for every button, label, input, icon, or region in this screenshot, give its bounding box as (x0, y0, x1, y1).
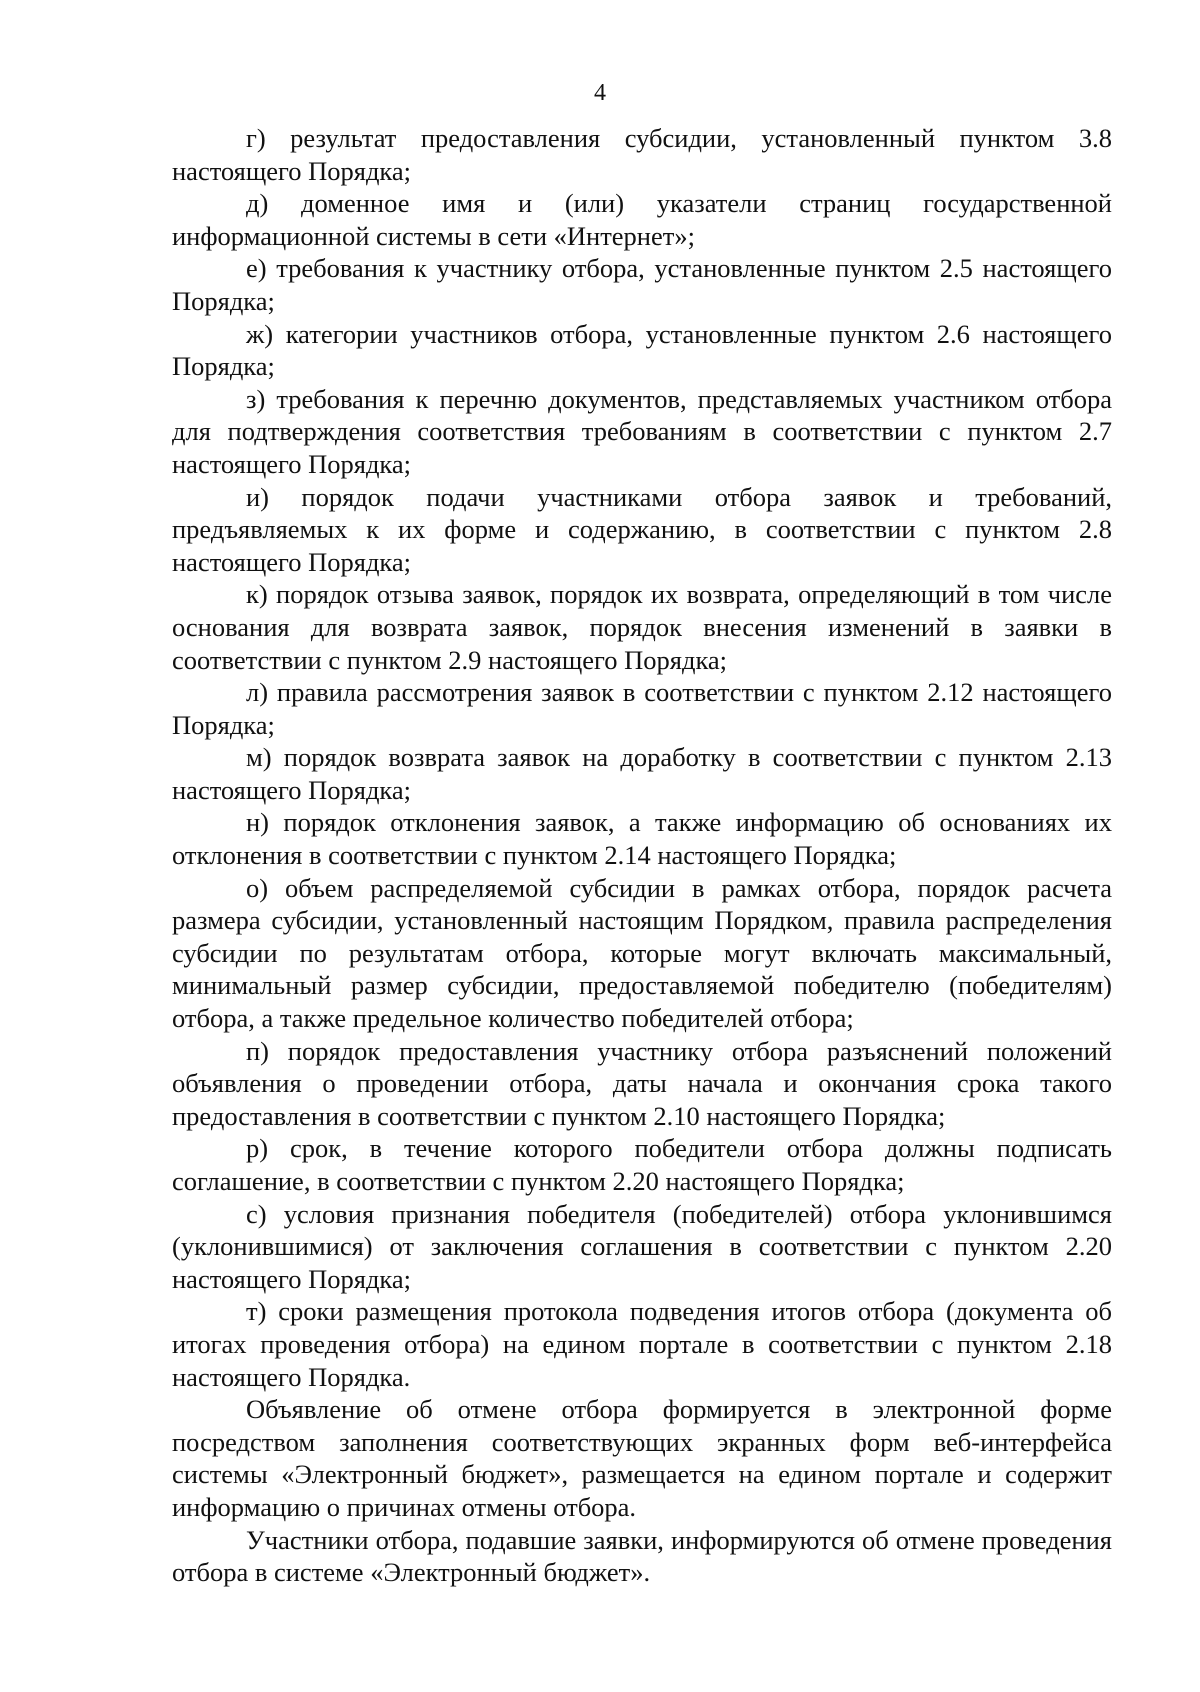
paragraph-p: п) порядок предоставления участнику отбора разъяснений положений объявления о проведении отбора, даты начала и окончания срока такого предоставления в соответствии с пунктом 2.10 настоящего Порядка; (172, 1035, 1112, 1131)
paragraph-m: м) порядок возврата заявок на доработку в соответствии с пунктом 2.13 настоящего Порядка; (172, 742, 1112, 805)
paragraph-participants-notification: Участники отбора, подавшие заявки, информируются об отмене проведения отбора в системе «Электронный бюджет». (172, 1524, 1112, 1588)
paragraph-t: т) сроки размещения протокола подведения итогов отбора (документа об итогах проведения отбора) на едином портале в соответствии с пунктом 2.18 настоящего Порядка. (172, 1296, 1112, 1392)
page-number: 4 (594, 80, 606, 106)
paragraph-o: о) объем распределяемой субсидии в рамках отбора, порядок расчета размера субсидии, установленный настоящим Порядком, правила распределения субсидии по результатам отбора, которые могут включать максимальный, минимальный размер субсидии, предоставляемой победителю (победителям) отбора, а также предельное количество победителей отбора; (172, 872, 1112, 1034)
paragraph-i: и) порядок подачи участниками отбора заявок и требований, предъявляемых к их форме и содержанию, в соответствии с пунктом 2.8 настоящего Порядка; (172, 481, 1112, 577)
paragraph-zh: ж) категории участников отбора, установленные пунктом 2.6 настоящего Порядка; (172, 318, 1112, 382)
paragraph-n: н) порядок отклонения заявок, а также информацию об основаниях их отклонения в соответствии с пунктом 2.14 настоящего Порядка; (172, 807, 1112, 871)
paragraph-s: с) условия признания победителя (победителей) отбора уклонившимся (уклонившимися) от заключения соглашения в соответствии с пунктом 2.20 настоящего Порядка; (172, 1198, 1112, 1294)
paragraph-l: л) правила рассмотрения заявок в соответствии с пунктом 2.12 настоящего Порядка; (172, 677, 1112, 740)
paragraph-r: р) срок, в течение которого победители отбора должны подписать соглашение, в соответствии с пунктом 2.20 настоящего Порядка; (172, 1133, 1112, 1196)
paragraph-k: к) порядок отзыва заявок, порядок их возврата, определяющий в том числе основания для возврата заявок, порядок внесения изменений в заявки в соответствии с пунктом 2.9 настоящего Порядка; (172, 579, 1112, 675)
paragraph-e: е) требования к участнику отбора, установленные пунктом 2.5 настоящего Порядка; (172, 253, 1112, 316)
paragraph-d: д) доменное имя и (или) указатели страниц государственной информационной системы в сети «Интернет»; (172, 188, 1112, 251)
document-body (172, 122, 1112, 1589)
paragraph-g: г) результат предоставления субсидии, установленный пунктом 3.8 настоящего Порядка; (172, 123, 1112, 186)
paragraph-cancellation-announcement: Объявление об отмене отбора формируется в электронной форме посредством заполнения соответствующих экранных форм веб-интерфейса системы «Электронный бюджет», размещается на едином портале и содержит информацию о причинах отмены отбора. (172, 1394, 1112, 1522)
paragraph-z: з) требования к перечню документов, представляемых участником отбора для подтверждения соответствия требованиям в соответствии с пунктом 2.7 настоящего Порядка; (172, 383, 1112, 479)
